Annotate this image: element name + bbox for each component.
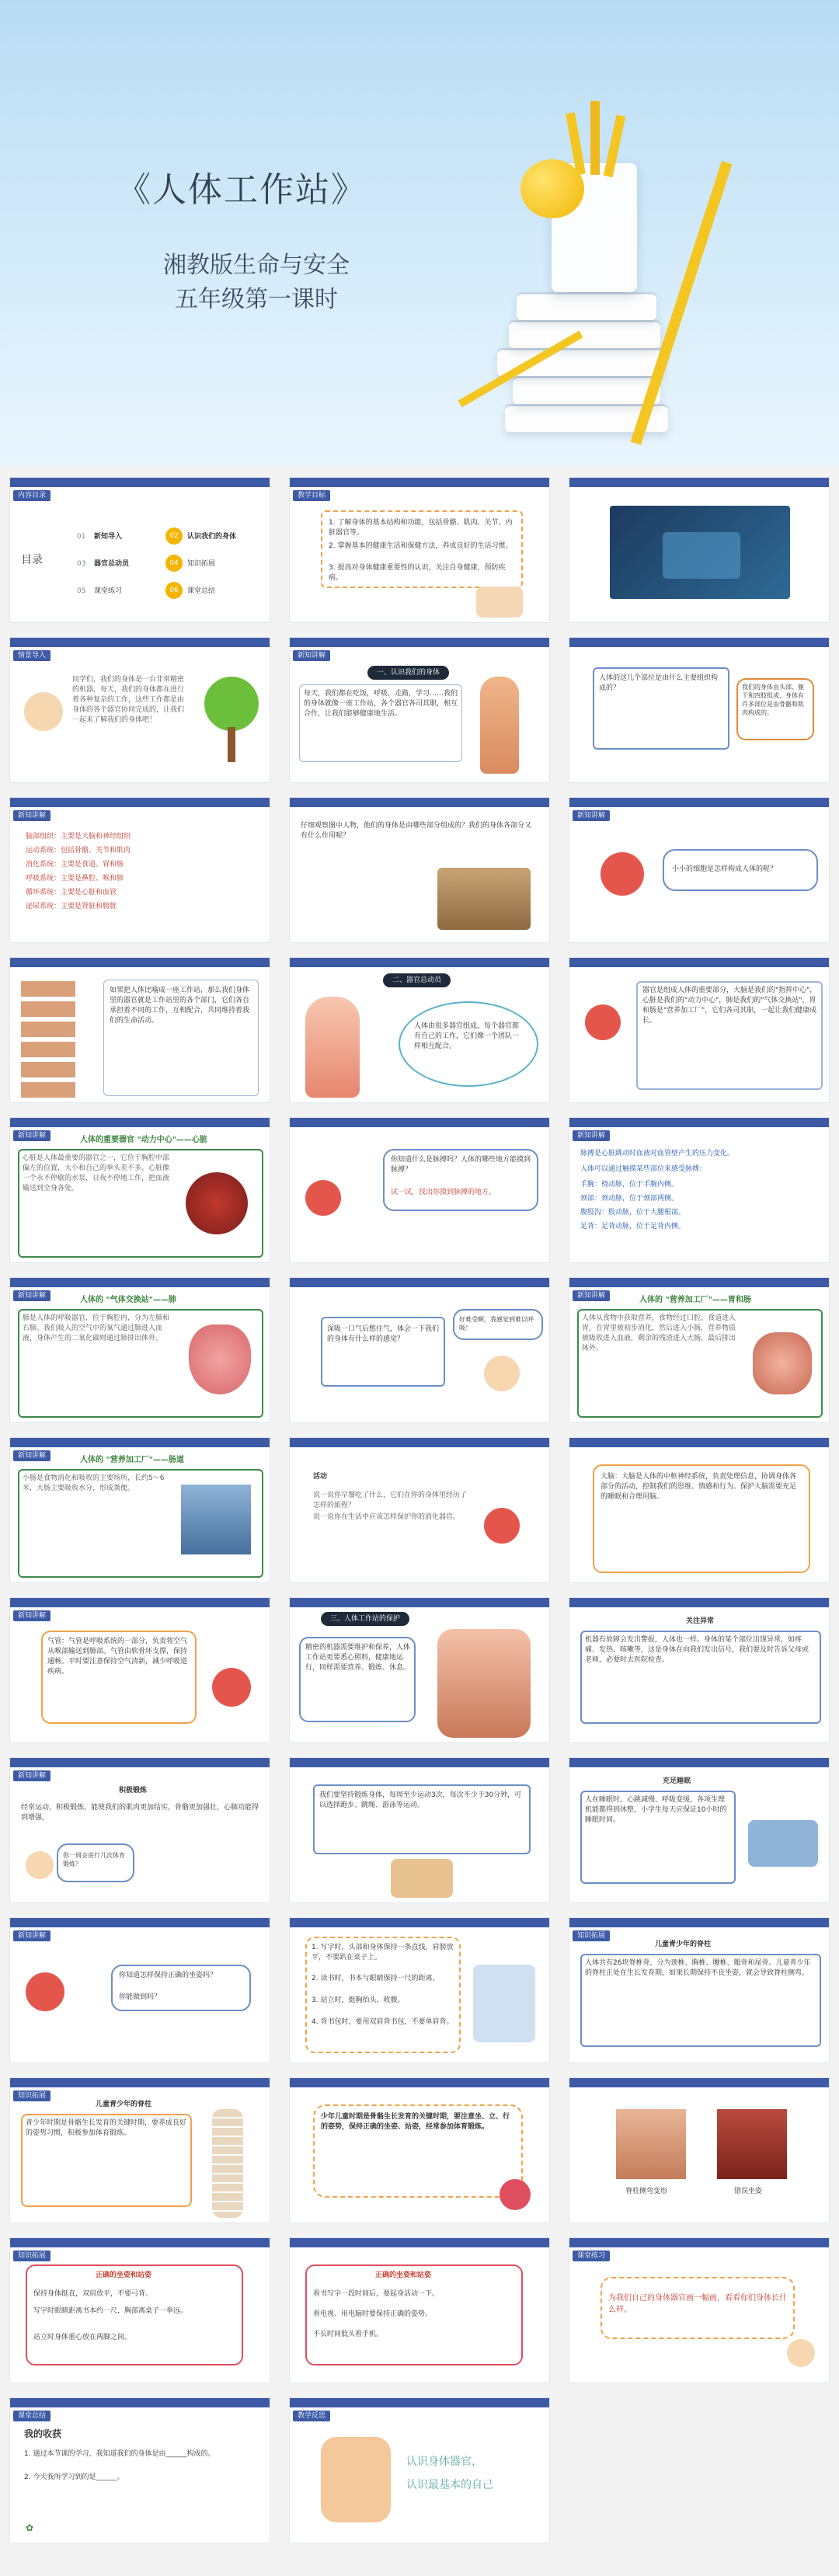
tip-line: 4. 背书包时，要用双肩背书包，不要单肩背。 [312, 2018, 454, 2026]
body-text: 仔细观察图中人物，他们的身体是由哪些部分组成的？我们的身体各部分又有什么作用呢？ [301, 822, 532, 840]
system-line: 消化系统：主要是食道、胃和肠 [26, 861, 124, 869]
contents-item: 课堂总结 [187, 587, 216, 595]
slide-breath [289, 1277, 550, 1423]
anatomy-icon [305, 997, 360, 1098]
body-text: 大脑：大脑是人体的中枢神经系统，负责处理信息，协调身体各部分的活动，控制我们的思维、情感和行为。保护大脑需要充足的睡眠和合理用脑。 [601, 1473, 797, 1501]
tip-line: 2. 读书时，书本与眼睛保持一尺的距离。 [312, 1975, 440, 1982]
hero-sub-line2: 五年级第一课时 [175, 286, 338, 313]
title-slide [0, 0, 839, 466]
slide-question [569, 637, 830, 783]
slide-abnormal [569, 1597, 830, 1743]
system-line: 运动系统：包括骨骼、关节和肌肉 [26, 847, 131, 855]
slide-tag: 知识拓展 [573, 1930, 610, 1941]
organs-illustration [21, 981, 75, 1098]
objective-3: 3. 提高对身体健康重要性的认识，关注自身健康，预防疾病。 [329, 564, 506, 582]
body-text: 人体由很多器官组成，每个器官都有自己的工作，它们像一个团队一样相互配合。 [414, 1022, 520, 1050]
human-body-icon [480, 677, 519, 774]
slide-know-body [289, 637, 550, 783]
section-heading: 人体的 "营养加工厂"——肠道 [80, 1456, 184, 1464]
section-heading: 三、人体工作站的保护 [321, 1612, 409, 1626]
body-text: 气管：气管是呼吸系统的一部分，负责将空气从喉部输送到肺部。气管由软骨环支撑，保持通畅。平时要注意保持空气清新，减少呼吸道疾病。 [47, 1638, 188, 1676]
slide-tag: 教学目标 [293, 490, 330, 501]
closing-line: 认识最基本的自己 [406, 2479, 493, 2491]
torso-anatomy-icon [437, 1629, 531, 1738]
kids-illustration [321, 2437, 391, 2522]
system-line: 泌尿系统：主要是肾脏和膀胱 [26, 903, 117, 910]
slide-exercise [9, 1757, 270, 1903]
closing-line: 认识身体器官， [406, 2456, 482, 2468]
speech-bubble: 你知道怎样保持正确的坐姿吗？ [119, 1972, 218, 1979]
contents-badge: 06 [165, 582, 183, 599]
tip-line: 写字时眼睛距离书本约一尺，胸部离桌子一拳远。 [33, 2307, 188, 2315]
contents-number: 05 [77, 587, 86, 595]
contents-title: 目录 [21, 554, 43, 566]
speech-bubble: 你一周会进行几次体育锻炼？ [63, 1852, 125, 1868]
pulse-line: 足背：足背动脉，位于足背内侧。 [580, 1223, 686, 1231]
body-text: 深吸一口气后憋住气，体会一下我们的身体有什么样的感觉？ [327, 1325, 440, 1343]
slide-video [569, 477, 830, 623]
desk-illustration [473, 1965, 535, 2042]
body-text: 心脏是人体最重要的器官之一，它位于胸腔中部偏左的位置，大小和自己的拳头差不多。心脏像一个永不停歇的水泵，日夜不停地工作，把血液输送到全身各处。 [23, 1154, 170, 1192]
slide-sleep [569, 1757, 830, 1903]
slide-title: 儿童青少年的脊柱 [96, 2101, 152, 2108]
slide-spine-2 [9, 2077, 270, 2223]
boy-icon [585, 1004, 621, 1040]
boy-icon [26, 1972, 64, 2011]
spine-icon [212, 2109, 243, 2218]
tip-line: 看书写字一段时间后，要起身活动一下。 [313, 2290, 440, 2298]
heart-icon [186, 1172, 248, 1234]
girl-icon [787, 2339, 815, 2367]
tree-icon [204, 677, 259, 731]
slide-cell-question [569, 797, 830, 943]
contents-item: 认识我们的身体 [187, 533, 237, 541]
slide-title: 我的收获 [24, 2428, 62, 2439]
objective-2: 2. 掌握基本的健康生活和保健方法，养成良好的生活习惯。 [329, 542, 513, 550]
system-line: 脑部组织：主要是大脑和神经组织 [26, 833, 131, 841]
contents-item: 知识拓展 [187, 560, 216, 568]
slide-activity [289, 1437, 550, 1583]
slide-organs-roles [569, 957, 830, 1103]
slide-summary: 课堂总结 我的收获 1. 通过本节课的学习，我知道我们的身体是由______构成的。 2. 今天我所学习到的是______。 ✿ [9, 2397, 270, 2543]
girl-icon [26, 1851, 54, 1879]
body-text: 人体共有26块脊椎骨，分为颈椎、胸椎、腰椎、骶骨和尾骨。儿童青少年的脊柱正处在生长发育期，如果长期保持不良坐姿，就会导致脊柱侧弯。 [585, 1959, 811, 1977]
slide-tag: 情景导入 [13, 650, 50, 661]
contents-item: 新知导入 [94, 533, 123, 541]
question-text: 人体的这几个部位是由什么主要组织构成的？ [599, 674, 719, 692]
slide-posture-1 [9, 2237, 270, 2383]
body-text: 肺是人体的呼吸器官，位于胸腔内，分为左肺和右肺。我们吸入的空气中的氧气通过肺进入血液，身体产生的二氧化碳则通过肺排出体外。 [23, 1314, 170, 1342]
speech-bubble: 小小的细胞是怎样构成人体的呢？ [672, 865, 778, 873]
contents-number: 03 [77, 560, 86, 568]
slide-tag: 新知讲解 [293, 650, 330, 661]
contents-item: 器官总动员 [94, 560, 130, 568]
slide-ending [289, 2397, 550, 2543]
slide-title: 正确的坐姿和站姿 [375, 2271, 432, 2279]
slide-tag: 新知讲解 [13, 1130, 50, 1141]
body-text: 人在睡眠时，心跳减慢、呼吸变缓，各项生理机能都得到休整，小学生每天应保证10小时的睡眠时间。 [585, 1796, 727, 1824]
lungs-icon [189, 1325, 251, 1394]
bed-icon [748, 1820, 818, 1867]
body-text: 每天，我们都在吃饭，呼吸，走路，学习……我们的身体就像一座工作站，各个器官各司其职，相互合作，让我们能够健康地生活。 [304, 690, 458, 718]
apple-icon [520, 159, 584, 218]
slide-trachea [9, 1597, 270, 1743]
slide-tag: 新知讲解 [13, 1930, 50, 1941]
tip-line: 看电视、用电脑时要保持正确的姿势。 [313, 2310, 433, 2318]
body-text: 少年儿童时期是骨骼生长发育的关键时期，要注意坐、立、行的姿势，保持正确的坐姿、站姿，经常参加体育锻炼。 [321, 2113, 510, 2131]
slide-pulse [569, 1117, 830, 1263]
section-heading: 人体的 "营养加工厂"——胃和肠 [639, 1296, 751, 1304]
pulse-line: 人体可以通过触摸某些部位来感受脉搏： [580, 1165, 707, 1173]
kids-icon [484, 1508, 520, 1544]
slide-objectives [289, 477, 550, 623]
system-line: 循环系统：主要是心脏和血管 [26, 889, 117, 896]
slide-tag: 新知讲解 [573, 810, 610, 821]
slide-spine [569, 1917, 830, 2063]
slide-posture-tips [289, 1917, 550, 2063]
slide-intestine [9, 1437, 270, 1583]
slide-tag: 新知讲解 [13, 810, 50, 821]
kids-illustration [476, 587, 523, 618]
slide-sand-figure [289, 797, 550, 943]
slide-posture-2 [289, 2237, 550, 2383]
boy-icon [601, 852, 644, 896]
boy-icon [305, 1180, 341, 1216]
slide-contents [9, 477, 270, 623]
slide-stomach [569, 1277, 830, 1423]
activity-item: 说一说你早餐吃了什么，它们在你的身体里经历了怎样的旅程？ [313, 1492, 468, 1509]
contents-item: 课堂练习 [94, 587, 123, 595]
slide-practice [569, 2237, 830, 2383]
slide-posture-question [9, 1917, 270, 2063]
slide-title: 儿童青少年的脊柱 [655, 1941, 712, 1948]
slide-intro [9, 637, 270, 783]
body-text: 人体从食物中获取营养，食物经过口腔、食道进入胃，在胃里被初步消化，然后进入小肠，营养物质被吸收进入血液，剩余的残渣进入大肠，最后排出体外。 [582, 1314, 736, 1352]
pulse-line: 颈部：颈动脉，位于颈部两侧。 [580, 1195, 679, 1203]
slide-tag: 新知讲解 [13, 1290, 50, 1301]
slide-heart [9, 1117, 270, 1263]
body-text: 器官是组成人体的重要部分，大脑是我们的"指挥中心"，心脏是我们的"动力中心"，肺是我们的"气体交换站"，胃和肠是"营养加工厂"，它们各司其职，一起让我们健康成长。 [642, 987, 817, 1025]
slide-systems [9, 797, 270, 943]
slide-workstation [9, 957, 270, 1103]
photo-caption: 错误坐姿 [734, 2188, 763, 2195]
pulse-line: 手腕：桡动脉，位于手腕内侧。 [580, 1181, 679, 1189]
system-line: 呼吸系统：主要是鼻腔、喉和肺 [26, 875, 124, 882]
speech-bubble: 你能做到吗？ [119, 1993, 162, 2001]
slide-tag: 新知讲解 [13, 1610, 50, 1621]
hero-subtitle [140, 249, 373, 317]
slide-tag: 新知讲解 [13, 1450, 50, 1461]
girl-icon [24, 692, 63, 731]
tip-line: 不长时间低头看手机。 [313, 2331, 384, 2338]
slide-organs [289, 957, 550, 1103]
slide-tag: 新知讲解 [13, 1770, 50, 1781]
pulse-line: 腹股沟：股动脉，位于大腿根部。 [580, 1209, 686, 1217]
flower-icon [500, 2179, 531, 2210]
objective-1: 1. 了解身体的基本结构和功能，包括骨骼、肌肉、关节、内脏器官等。 [329, 519, 513, 537]
summary-line: 2. 今天我所学习到的是______。 [24, 2473, 124, 2481]
contents-number: 01 [77, 533, 86, 541]
summary-line: 1. 通过本节课的学习，我知道我们的身体是由______构成的。 [24, 2450, 215, 2458]
slide-title: 正确的坐姿和站姿 [96, 2271, 152, 2279]
slide-protection [289, 1597, 550, 1743]
activity-item: 说一说你在生活中应该怎样保护你的消化器官。 [313, 1513, 461, 1521]
slide-tag: 知识拓展 [13, 2090, 50, 2101]
slide-spine-photos [569, 2077, 830, 2223]
tip-line: 3. 站立时，挺胸抬头，收腹。 [312, 1996, 405, 2004]
slide-title: 关注异常 [686, 1617, 715, 1625]
intestine-photo [181, 1485, 251, 1554]
section-heading: 二、器官总动员 [383, 973, 451, 987]
contents-badge: 04 [165, 555, 183, 572]
slide-title: 积极锻炼 [119, 1787, 148, 1794]
slide-pulse-question [289, 1117, 550, 1263]
activity-prompt: 试一试，找出你摸到脉搏的地方。 [391, 1189, 496, 1196]
boy-icon [212, 1668, 251, 1707]
scoliosis-photo [616, 2109, 686, 2179]
photo-caption: 脊柱侧弯变形 [625, 2188, 668, 2195]
speech-bubble: 好难受啊，我感觉到难以呼吸！ [459, 1316, 534, 1332]
activity-title: 活动 [313, 1473, 328, 1481]
slide-lungs [9, 1277, 270, 1423]
body-text: 青少年时期是骨骼生长发育的关键时期，要养成良好的姿势习惯，积极参加体育锻炼。 [26, 2119, 187, 2137]
slide-tag: 内容目录 [13, 490, 50, 501]
tip-line: 站立时身体重心放在两脚之间。 [33, 2334, 132, 2341]
speech-bubble: 你知道什么是脉搏吗？人体的哪些地方能摸到脉搏？ [391, 1156, 531, 1174]
pulse-line: 脉搏是心脏跳动时血液对血管壁产生的压力变化。 [580, 1150, 735, 1157]
slide-tag: 教学反思 [293, 2411, 330, 2421]
contents-badge: 02 [165, 527, 183, 545]
slide-tag: 课堂练习 [573, 2251, 610, 2261]
slide-bone-growth [289, 2077, 550, 2223]
slide-brain [569, 1437, 830, 1583]
practice-text: 为我们自己的身体器官画一幅画，看看你们身体长什么样。 [608, 2294, 787, 2314]
section-heading: 人体的 "气体交换站"——肺 [80, 1296, 176, 1304]
girl-icon [484, 1356, 520, 1391]
section-heading: 一、认识我们的身体 [367, 666, 449, 680]
sand-sculpture-photo [437, 868, 531, 930]
slide-tag: 课堂总结 [13, 2411, 50, 2421]
body-text: 精密的机器需要维护和保养，人体工作站更要悉心照料，健康地运行，同样需要营养、锻炼、休息。 [305, 1644, 411, 1672]
hero-title: 《人体工作站》 [117, 170, 367, 210]
slide-tag: 新知讲解 [573, 1130, 610, 1141]
slide-exercise-plan [289, 1757, 550, 1903]
hero-sub-line1: 湘教版生命与安全 [163, 252, 350, 279]
slide-tag: 知识拓展 [13, 2251, 50, 2261]
intro-text: 同学们，我们的身体是一台非常精密的机器，每天，我们的身体都在进行着各种复杂的工作，这些工作都是由身体的各个器官协同完成的，让我们一起来了解我们的身体吧！ [72, 676, 185, 724]
body-text: 经常运动，积极锻炼，能使我们的肌肉更加结实，骨骼更加强壮，心肺功能得到增强。 [21, 1804, 259, 1822]
body-text: 如果把人体比喻成一座工作站，那么我们身体里的器官就是工作站里的各个部门，它们各自承担着不同的工作，互相配合，共同维持着我们的生命活动。 [110, 987, 250, 1025]
exercise-illustration [391, 1859, 453, 1898]
answer-text: 我们的身体由头部、躯干和四肢组成，身体有许多部位是由骨骼和肌肉构成的。 [742, 684, 804, 716]
slide-title: 充足睡眠 [663, 1777, 691, 1785]
tip-line: 保持身体挺直，双肩放平，不要弓背。 [33, 2290, 153, 2298]
section-heading: 人体的重要器官 "动力中心"——心脏 [80, 1136, 207, 1144]
body-text: 机器有故障会发出警报，人体也一样。身体的某个部位出现异常，如疼痛、发热、咳嗽等，这是身体在向我们发出信号，我们要及时告诉父母或老师，必要时去医院检查。 [585, 1636, 809, 1664]
stomach-icon [753, 1332, 812, 1394]
slide-tag: 新知讲解 [573, 1290, 610, 1301]
tip-line: 1. 写字时，头部和身体保持一条直线，肩膀放平，不要趴在桌子上。 [312, 1944, 454, 1962]
body-text: 我们要坚持锻炼身体，每周至少运动3次，每次不少于30分钟，可以选择跑步、跳绳、游泳等运动。 [319, 1791, 522, 1809]
wrong-posture-photo [717, 2109, 787, 2179]
body-text: 小肠是食物消化和吸收的主要场所，长约5～6米，大肠主要吸收水分，形成粪便。 [23, 1474, 165, 1492]
